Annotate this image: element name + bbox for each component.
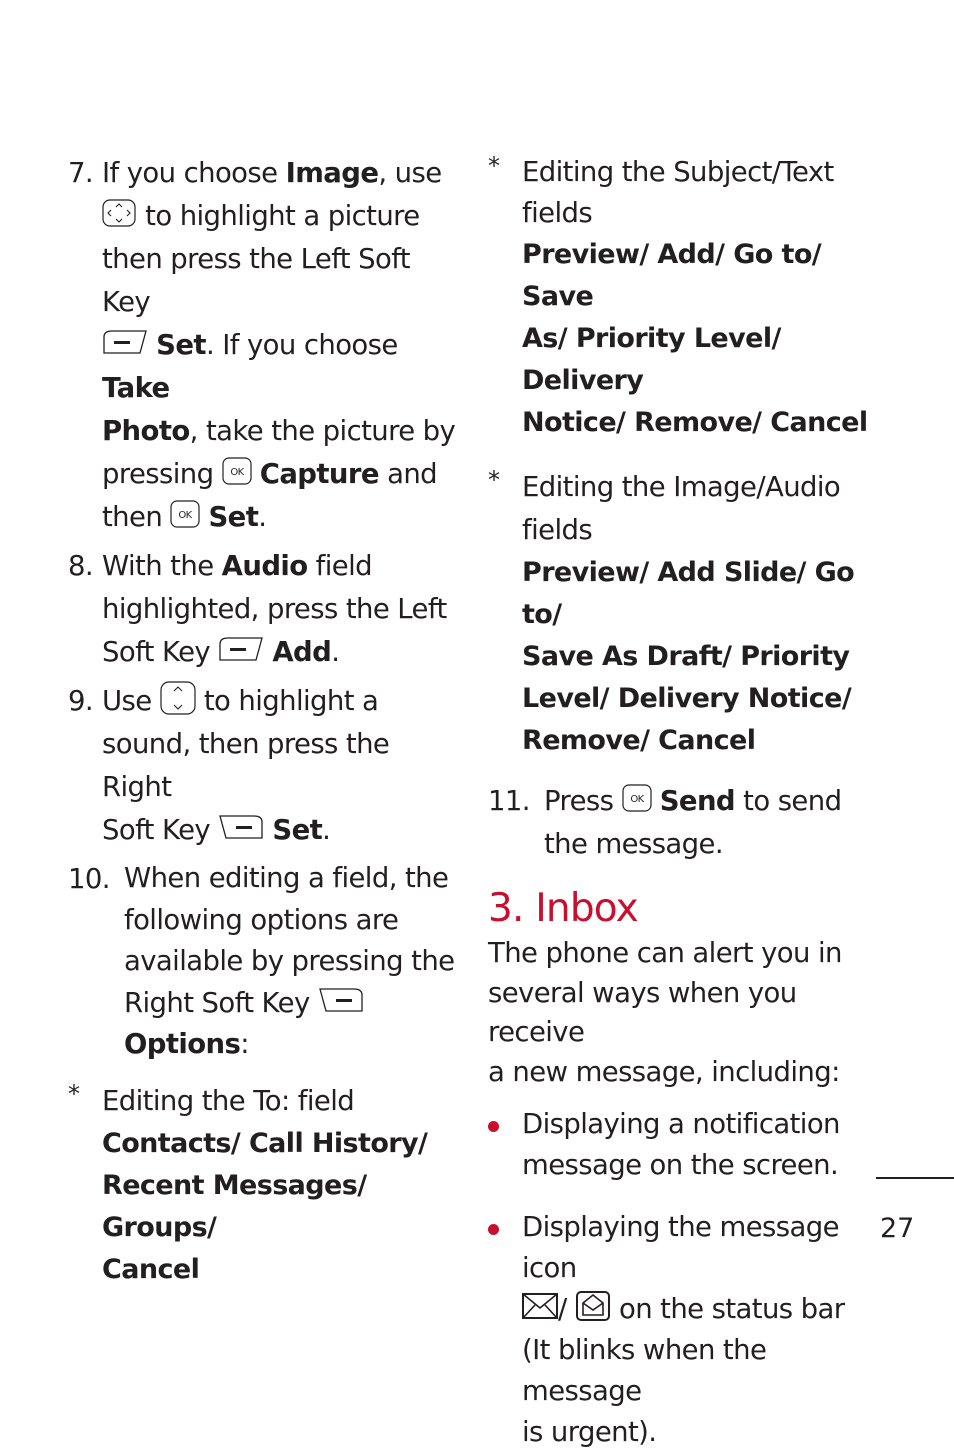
- asterisk-marker: *: [488, 466, 500, 494]
- urgent-envelope-icon: [575, 1291, 611, 1321]
- step-11: 11. Press Send to send the message.: [488, 780, 888, 866]
- bullet-dot: [488, 1121, 499, 1132]
- up-down-nav-key-icon: [160, 681, 196, 715]
- step-10-number: 10.: [68, 863, 110, 895]
- bullet-message-icon: Displaying the message icon / on the status bar (It blinks when the message is urgent).: [488, 1207, 888, 1453]
- asterisk-marker: *: [488, 152, 500, 180]
- footer-rule: [876, 1177, 954, 1179]
- right-soft-key-icon: [218, 812, 264, 842]
- ok-key-icon: [170, 500, 200, 528]
- step-9: 9. Use to highlight a sound, then press the Right Soft Key Set.: [68, 680, 460, 852]
- intro-text: The phone can alert you in several ways when you receive a new message, including:: [488, 937, 842, 1088]
- right-soft-key-icon: [318, 985, 364, 1015]
- subject-text-options: * Editing the Subject/Text fields Preview/ Add/ Go to/ Save As/ Priority Level/ Delivery Notice/ Remove/ Cancel: [488, 152, 868, 438]
- envelope-icon: [522, 1291, 558, 1321]
- section-heading: 3. Inbox: [488, 886, 638, 931]
- right-column: [488, 152, 888, 1453]
- step-10: 10. When editing a field, the following options are available by pressing the Right Soft Key Options:: [68, 858, 460, 1066]
- step-8-number: 8.: [68, 550, 94, 582]
- ok-key-icon: [222, 457, 252, 485]
- step-7-number: 7.: [68, 157, 94, 189]
- image-audio-options: * Editing the Image/Audio fields Preview/ Add Slide/ Go to/ Save As Draft/ Priority Level/ Delivery Notice/ Remove/ Cancel: [488, 466, 855, 756]
- step-9-number: 9.: [68, 685, 94, 717]
- navigation-key-icon: [102, 199, 137, 228]
- step-11-number: 11.: [488, 785, 530, 817]
- left-soft-key-icon: [102, 327, 148, 357]
- page-number: 27: [880, 1213, 915, 1244]
- left-column: [68, 152, 460, 1291]
- bullet-notification: Displaying a notification message on the screen.: [488, 1104, 888, 1186]
- to-field-options: * Editing the To: field Contacts/ Call History/ Recent Messages/ Groups/ Cancel: [68, 1079, 428, 1285]
- step-7: 7. If you choose Image, use to highlight a picture then press the Left Soft Key Set. If you choose Take Photo, take the picture by pressing Capture and then Set.: [68, 152, 460, 539]
- asterisk-marker: *: [68, 1079, 80, 1108]
- bullet-dot: [488, 1224, 499, 1235]
- image-option: Image: [285, 157, 379, 189]
- left-soft-key-icon: [218, 634, 264, 664]
- step-8: 8. With the Audio field highlighted, press the Left Soft Key Add.: [68, 545, 460, 674]
- ok-key-icon: [622, 784, 652, 812]
